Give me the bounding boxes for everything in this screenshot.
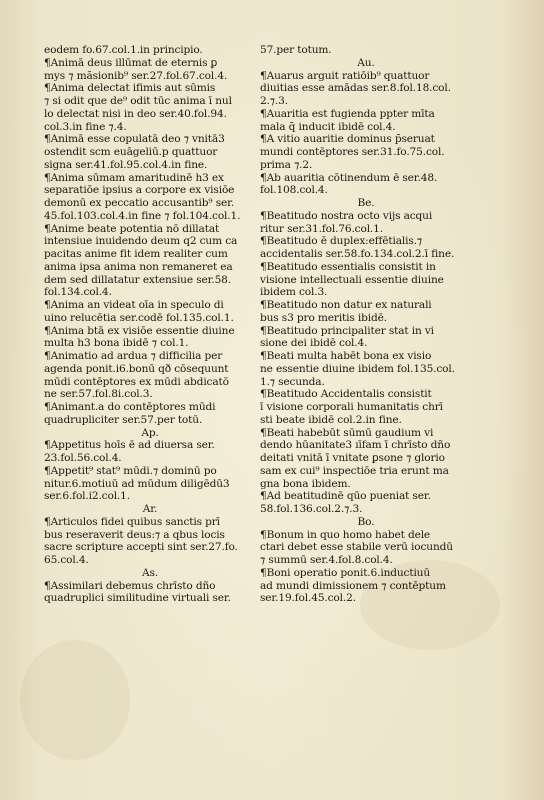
text-line: ctari debet esse stabile verū iocundū xyxy=(260,541,453,554)
left-text-column xyxy=(44,44,256,605)
text-line: visione intellectuali essentie diuine xyxy=(260,273,444,286)
text-line: intensiue inuidendo deum q2 cum ca xyxy=(44,235,238,248)
text-line: uino relucētia ser.codē fol.135.col.1. xyxy=(44,311,234,324)
text-line: fol.108.col.4. xyxy=(260,184,328,197)
text-line: quadrupliciter ser.57.per totū. xyxy=(44,413,203,426)
text-line: nitur.6.motiuū ad mūdum diligēdū3 xyxy=(44,477,230,490)
text-line: dem sed dillatatur extensiue ser.58. xyxy=(44,273,231,286)
section-heading: Ap. xyxy=(141,426,159,439)
text-line: mundi contēptores ser.31.fo.75.col. xyxy=(260,146,445,158)
text-line: ritur ser.31.fol.76.col.1. xyxy=(260,222,383,235)
text-line: ser.6.fol.i2.col.1. xyxy=(44,490,130,503)
section-heading: Be. xyxy=(357,197,375,209)
text-line: ¶Appetit⁹ stat⁹ mūdi.⁊ dominū po xyxy=(44,464,217,477)
text-line: ser.19.fol.45.col.2. xyxy=(260,592,356,605)
text-line: ⁊ summū ser.4.fol.8.col.4. xyxy=(260,554,393,566)
text-line: ¶Beatitudo principaliter stat in vi xyxy=(260,324,434,337)
text-line: dendo hūanitate3 ıīfam ī chrīsto dño xyxy=(260,439,451,452)
text-line: fol.134.col.4. xyxy=(44,286,112,299)
text-line: ne ser.57.fol.8i.col.3. xyxy=(44,388,153,401)
text-line: 1.⁊ secunda. xyxy=(260,375,325,388)
text-line: 23.fol.56.col.4. xyxy=(44,452,122,464)
text-line: ibidem col.3. xyxy=(260,286,328,299)
text-line: diuitias esse amādas ser.8.fol.18.col. xyxy=(260,82,451,95)
text-line: ¶Articulos fidei quibus sanctis prī xyxy=(44,515,220,528)
text-line: pacitas anime fit idem realiter cum xyxy=(44,248,228,260)
text-line: anima ipsa anima non remaneret ea xyxy=(44,260,233,273)
text-line: ¶Beatitudo ē duplex:effētialis.⁊ xyxy=(260,235,422,248)
text-line: 65.col.4. xyxy=(44,554,89,566)
text-line: ¶Animā deus illūmat de eternis ꝑ xyxy=(44,56,218,69)
text-line: ⁊ si odit que de⁹ odit tūc anima ī nul xyxy=(44,95,232,107)
section-heading: Au. xyxy=(357,56,375,69)
text-line: ¶Boni operatio ponit.6.inductiuū xyxy=(260,566,431,579)
text-line: ¶Anima an videat oīa in speculo di xyxy=(44,299,224,311)
text-line: ¶Beatitudo essentialis consistit in xyxy=(260,260,436,273)
text-line: signa ser.41.fol.95.col.4.in fine. xyxy=(44,158,208,171)
text-line: ¶Beati habebūt sūmū gaudium vi xyxy=(260,426,434,439)
text-line: ¶Anime beate potentia nō dillataṫ xyxy=(44,222,220,235)
text-line: bus s3 pro meritis ibidē. xyxy=(260,311,387,324)
text-line: ¶Bonum in quo homo habet dele xyxy=(260,528,431,541)
text-line: ¶Beatitudo nostra octo vijs acqui xyxy=(260,209,433,222)
text-line: ¶Animā esse copulatā deo ⁊ vnitā3 xyxy=(44,133,225,146)
text-line: agenda ponit.i6.bonū qð cōsequunt xyxy=(44,362,229,375)
text-line: mala q̄ inducit ibidē col.4. xyxy=(260,120,396,133)
section-heading: As. xyxy=(141,566,158,579)
text-line: ¶Auarus arguit ratiōib⁹ quattuor xyxy=(260,69,430,82)
text-line: multa h3 bona ibidē ⁊ col.1. xyxy=(44,337,189,350)
text-line: ¶Animatio ad ardua ⁊ difficilia per xyxy=(44,350,223,362)
text-line: prima ⁊.2. xyxy=(260,158,313,171)
text-line: ¶Beatitudo Accidentalis consistit xyxy=(260,388,432,401)
text-line: ¶Beati multa habēt bona ex visio xyxy=(260,350,432,362)
text-line: ostendit scm euāgeliū.p quattuor xyxy=(44,146,218,158)
section-heading: Bo. xyxy=(357,515,375,528)
text-line: ¶Animant.a do contēptores mūdi xyxy=(44,401,216,413)
text-line: 57.per totum. xyxy=(260,44,332,56)
text-line: ¶Beatitudo non datur ex naturali xyxy=(260,299,432,311)
section-heading: Ar. xyxy=(142,503,158,515)
text-line: deitati vnitā ī vnitate ꝑsone ⁊ glorio xyxy=(260,452,445,464)
text-line: demonū ex peccatio accusantib⁹ ser. xyxy=(44,197,235,209)
text-line: ¶Assimilari debemus chrīsto dño xyxy=(44,579,216,592)
text-line: bus reseraverit deus:⁊ a qbus locis xyxy=(44,528,225,541)
text-line: gna bona ibidem. xyxy=(260,477,351,490)
text-line: ne essentie diuine ibidem fol.135.col. xyxy=(260,362,455,375)
text-line: col.3.in fine ⁊.4. xyxy=(44,120,127,133)
text-line: sione dei ibidē col.4. xyxy=(260,337,368,350)
text-line: mys ⁊ mãsionib⁹ ser.27.fol.67.col.4. xyxy=(44,69,228,82)
text-line: sacre scripture accepti sint ser.27.fo. xyxy=(44,541,238,554)
text-line: accidentalis ser.58.fo.134.col.2.ī fine. xyxy=(260,248,455,260)
text-line: ¶Anima btā ex visiōe essentie diuine xyxy=(44,324,235,337)
text-line: ¶Ab auaritia cōtinendum ē ser.48. xyxy=(260,171,438,184)
text-line: ¶Anima delectat ifimis aut sūmis xyxy=(44,82,216,95)
text-line: mūdi contēptores ex mūdi abdicatō xyxy=(44,375,229,388)
text-line: ¶A vitio auaritie dominus p̄seruat xyxy=(260,133,435,146)
text-line: ¶Anima sūmam amaritudinē h3 ex xyxy=(44,171,224,184)
right-text-column xyxy=(260,44,472,605)
text-line: ad mundi dimissionem ⁊ contēptum xyxy=(260,579,446,592)
text-line: ī visione corporali humanitatis chrī xyxy=(260,401,443,413)
text-line: ¶Auaritia est fugienda ppter mīta xyxy=(260,107,435,120)
text-line: separatiōe ipsius a corpore ex visiōe xyxy=(44,184,235,197)
text-line: 2.⁊.3. xyxy=(260,95,288,107)
text-line: ¶Appetitus hoīs ē ad diuersa ser. xyxy=(44,439,215,452)
text-line: 58.fol.136.col.2.⁊.3. xyxy=(260,503,363,515)
text-line: quadruplici similitudine virtuali ser. xyxy=(44,592,231,605)
text-line: 45.fol.103.col.4.in fine ⁊ fol.104.col.1. xyxy=(44,209,241,222)
text-line: sam ex cui⁹ inspectiōe tria erunt ma xyxy=(260,464,449,477)
text-line: sti beate ibidē col.2.in fine. xyxy=(260,413,402,426)
paper-stain xyxy=(20,640,130,760)
text-line: ¶Ad beatitudinē qūo pueniat ser. xyxy=(260,490,431,503)
text-line: eodem fo.67.col.1.in principio. xyxy=(44,44,203,56)
text-line: lo delectat nisi in deo ser.40.fol.94. xyxy=(44,107,227,120)
